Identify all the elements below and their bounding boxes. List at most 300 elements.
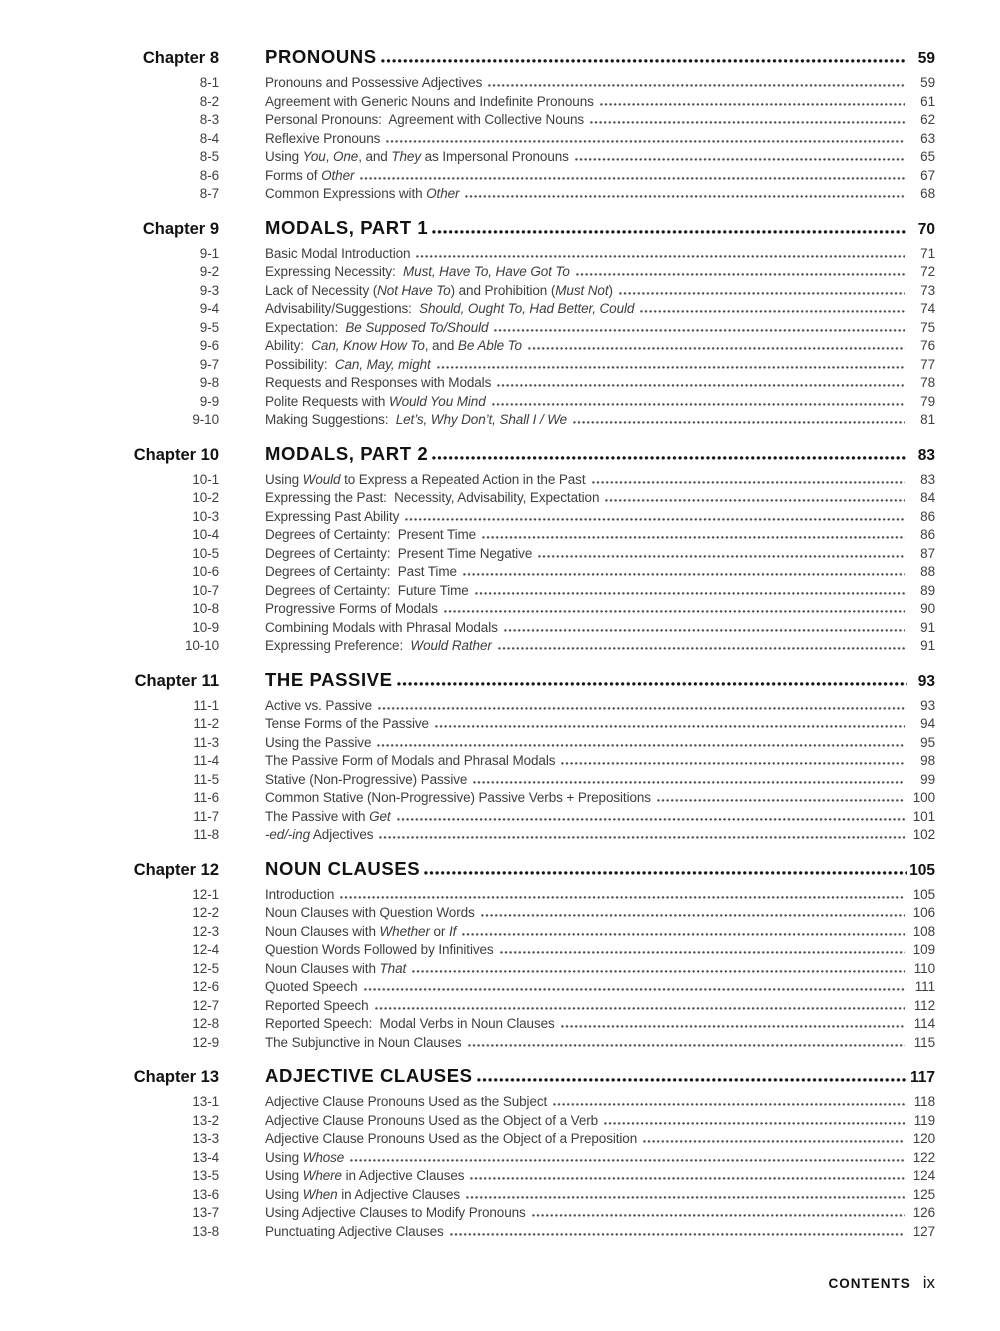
section-page-number: 81 <box>920 412 935 427</box>
section-number: 11-2 <box>193 716 219 731</box>
dot-leader <box>553 1103 905 1106</box>
toc-section-row <box>125 1186 935 1205</box>
section-page-number: 62 <box>920 112 935 127</box>
chapter-title: MODALS, PART 1 <box>265 216 429 238</box>
dot-leader <box>488 84 905 87</box>
section-row-body <box>219 563 935 582</box>
section-row-body <box>219 508 935 527</box>
section-number: 12-4 <box>192 942 219 957</box>
chapter-block <box>125 668 935 845</box>
section-number: 13-5 <box>192 1168 219 1183</box>
chapter-heading-row <box>125 442 935 468</box>
section-number: 12-8 <box>192 1016 219 1031</box>
section-page-number: 79 <box>920 393 935 409</box>
dot-leader <box>590 121 905 124</box>
chapter-label: Chapter 11 <box>134 671 219 690</box>
dot-leader <box>379 836 905 839</box>
section-title: Common Expressions with Other <box>265 186 460 201</box>
section-title: Expectation: Be Supposed To/Should <box>265 319 489 335</box>
section-number: 10-5 <box>192 545 219 561</box>
toc-section-row <box>125 563 935 582</box>
toc-section-row <box>125 337 935 356</box>
section-number: 11-6 <box>193 790 219 805</box>
section-page-number: 95 <box>920 734 935 750</box>
toc-section-row <box>125 619 935 638</box>
chapter-label: Chapter 12 <box>133 860 219 879</box>
dot-leader <box>470 1177 905 1180</box>
section-row-body <box>219 600 935 619</box>
toc-section-row <box>125 789 935 808</box>
section-page-number: 59 <box>920 75 935 90</box>
section-page-number: 111 <box>914 979 935 994</box>
section-page-number: 63 <box>920 130 935 146</box>
section-page-number: 83 <box>920 471 935 487</box>
section-number: 10-4 <box>192 527 219 542</box>
dot-leader <box>482 536 905 539</box>
section-number: 9-2 <box>199 264 219 279</box>
toc-section-row <box>125 111 935 130</box>
toc-section-row <box>125 582 935 601</box>
chapter-label: Chapter 10 <box>133 445 219 464</box>
section-number: 8-1 <box>199 75 219 90</box>
dot-leader <box>576 273 905 276</box>
dot-leader <box>397 682 907 686</box>
dot-leader <box>378 707 905 710</box>
chapter-heading-body <box>219 668 935 694</box>
section-number: 10-2 <box>192 490 219 505</box>
section-row-body <box>219 715 935 734</box>
dot-leader <box>350 1159 905 1162</box>
section-row-body <box>219 904 935 923</box>
section-number: 8-4 <box>199 130 219 146</box>
dot-leader <box>640 310 905 313</box>
section-number: 11-4 <box>193 753 219 768</box>
section-number: 8-6 <box>199 167 219 183</box>
section-row-body <box>219 545 935 564</box>
dot-leader <box>444 610 905 613</box>
section-row-body <box>219 1112 935 1131</box>
dot-leader <box>538 555 905 558</box>
section-number: 13-1 <box>192 1094 219 1109</box>
section-row-body <box>219 300 935 319</box>
toc-section-row <box>125 263 935 282</box>
chapter-title: ADJECTIVE CLAUSES <box>265 1065 473 1086</box>
section-title: Adjective Clause Pronouns Used as the Object of a Verb <box>265 1112 599 1128</box>
section-row-body <box>219 526 935 545</box>
toc-section-row <box>125 74 935 93</box>
section-row-body <box>219 619 935 638</box>
dot-leader <box>494 329 905 332</box>
section-page-number: 75 <box>920 319 935 335</box>
dot-leader <box>504 629 905 632</box>
section-title: Active vs. Passive <box>265 697 372 713</box>
chapter-label: Chapter 8 <box>142 49 219 67</box>
section-title: Basic Modal Introduction <box>265 245 411 261</box>
toc-section-row <box>125 411 935 430</box>
section-number: 10-8 <box>192 601 219 616</box>
chapter-label: Chapter 9 <box>142 219 219 238</box>
chapter-page-number: 59 <box>917 50 935 67</box>
dot-leader <box>477 1078 907 1082</box>
section-row-body <box>219 1034 935 1053</box>
dot-leader <box>600 103 905 106</box>
dot-leader <box>381 59 907 63</box>
section-page-number: 91 <box>920 638 935 653</box>
toc-section-row <box>125 300 935 319</box>
section-title: Possibility: Can, May, might <box>265 356 431 372</box>
section-row-body <box>219 111 935 130</box>
chapter-title: NOUN CLAUSES <box>265 857 421 879</box>
section-number: 13-8 <box>192 1223 219 1239</box>
chapter-label: Chapter 13 <box>133 1068 219 1086</box>
section-title: Degrees of Certainty: Present Time <box>265 527 477 542</box>
toc-section-row <box>125 600 935 619</box>
section-page-number: 110 <box>913 960 935 976</box>
section-number: 10-9 <box>192 619 219 635</box>
dot-leader <box>532 1214 905 1217</box>
toc-section-row <box>125 545 935 564</box>
section-title: Expressing the Past: Necessity, Advisability, Expectation <box>265 490 600 505</box>
section-title: Common Stative (Non-Progressive) Passive Verbs + Prepositions <box>265 790 651 805</box>
dot-leader <box>377 744 905 747</box>
toc-section-row <box>125 130 935 149</box>
section-row-body <box>219 886 935 905</box>
section-number: 11-7 <box>193 808 219 824</box>
section-row-body <box>219 1223 935 1242</box>
section-row-body <box>219 337 935 356</box>
section-row-body <box>219 245 935 264</box>
toc-section-row <box>125 282 935 301</box>
toc-section-row <box>125 904 935 923</box>
section-page-number: 72 <box>920 264 935 279</box>
section-row-body <box>219 978 935 997</box>
section-row-body <box>219 752 935 771</box>
section-number: 8-3 <box>199 112 219 127</box>
chapter-block <box>125 442 935 656</box>
chapter-heading-row <box>125 1064 935 1090</box>
section-title: Tense Forms of the Passive <box>265 716 429 731</box>
toc-section-row <box>125 715 935 734</box>
section-title: Degrees of Certainty: Past Time <box>265 564 457 579</box>
section-number: 8-5 <box>199 149 219 164</box>
section-number: 10-10 <box>184 638 219 653</box>
section-number: 9-5 <box>199 319 219 335</box>
dot-leader <box>592 481 906 484</box>
section-page-number: 114 <box>913 1016 935 1031</box>
dot-leader <box>605 499 905 502</box>
section-number: 10-3 <box>192 508 219 524</box>
section-page-number: 93 <box>920 697 935 713</box>
section-page-number: 119 <box>913 1112 935 1128</box>
section-title: Using Adjective Clauses to Modify Pronouns <box>265 1205 526 1220</box>
dot-leader <box>397 818 905 821</box>
toc-section-row <box>125 826 935 845</box>
dot-leader <box>604 1122 905 1125</box>
chapter-title: PRONOUNS <box>265 46 377 67</box>
dot-leader <box>435 725 905 728</box>
section-number: 9-7 <box>199 356 219 372</box>
chapter-page-number: 117 <box>909 1069 935 1086</box>
section-number: 12-1 <box>192 886 219 902</box>
section-page-number: 112 <box>913 997 935 1013</box>
toc-section-row <box>125 319 935 338</box>
section-title: Polite Requests with Would You Mind <box>265 393 486 409</box>
page-footer <box>125 1273 935 1293</box>
section-page-number: 101 <box>912 808 935 824</box>
section-title: Ability: Can, Know How To, and Be Able To <box>265 338 522 353</box>
section-number: 12-5 <box>192 960 219 976</box>
section-page-number: 88 <box>920 564 935 579</box>
section-page-number: 126 <box>912 1205 935 1220</box>
dot-leader <box>360 177 905 180</box>
toc-section-row <box>125 923 935 942</box>
chapter-page-number: 83 <box>917 446 935 464</box>
section-title: Using When in Adjective Clauses <box>265 1186 461 1202</box>
toc-section-row <box>125 1223 935 1242</box>
dot-leader <box>386 140 905 143</box>
section-row-body <box>219 282 935 301</box>
section-title: Degrees of Certainty: Present Time Negative <box>265 545 533 561</box>
chapter-page-number: 93 <box>917 672 935 690</box>
section-title: Advisability/Suggestions: Should, Ought To, Had Better, Could <box>265 301 635 316</box>
section-page-number: 87 <box>920 545 935 561</box>
dot-leader <box>432 456 907 460</box>
section-number: 10-6 <box>192 564 219 579</box>
section-page-number: 71 <box>920 245 935 261</box>
section-number: 9-6 <box>199 338 219 353</box>
dot-leader <box>561 1025 905 1028</box>
toc-section-row <box>125 1112 935 1131</box>
section-number: 12-3 <box>192 923 219 939</box>
section-number: 11-8 <box>193 827 219 842</box>
section-number: 11-1 <box>193 697 219 713</box>
section-page-number: 90 <box>920 601 935 616</box>
toc-section-row <box>125 148 935 167</box>
section-row-body <box>219 923 935 942</box>
section-number: 8-7 <box>199 186 219 201</box>
dot-leader <box>481 914 905 917</box>
section-title: The Subjunctive in Noun Clauses <box>265 1034 462 1050</box>
section-page-number: 77 <box>920 356 935 372</box>
chapter-heading-body <box>219 216 935 242</box>
section-number: 13-3 <box>192 1131 219 1146</box>
section-page-number: 108 <box>912 923 935 939</box>
section-title: Personal Pronouns: Agreement with Collective Nouns <box>265 112 585 127</box>
section-page-number: 127 <box>912 1223 935 1239</box>
section-number: 9-9 <box>199 393 219 409</box>
toc-section-row <box>125 1015 935 1034</box>
section-title: Degrees of Certainty: Future Time <box>265 582 469 598</box>
section-number: 9-8 <box>199 375 219 390</box>
toc-section-row <box>125 1204 935 1223</box>
section-title: Adjective Clause Pronouns Used as the Object of a Preposition <box>265 1131 638 1146</box>
section-page-number: 115 <box>913 1034 935 1050</box>
toc-section-row <box>125 978 935 997</box>
section-page-number: 84 <box>920 490 935 505</box>
section-title: -ed/-ing Adjectives <box>265 827 374 842</box>
toc-section-row <box>125 1149 935 1168</box>
toc-section-row <box>125 93 935 112</box>
section-page-number: 122 <box>912 1149 935 1165</box>
toc-section-row <box>125 1167 935 1186</box>
toc-section-row <box>125 960 935 979</box>
section-page-number: 118 <box>913 1094 935 1109</box>
section-page-number: 78 <box>920 375 935 390</box>
dot-leader <box>528 347 905 350</box>
section-title: Combining Modals with Phrasal Modals <box>265 619 498 635</box>
toc-section-row <box>125 489 935 508</box>
chapter-title: THE PASSIVE <box>265 668 393 690</box>
section-page-number: 67 <box>920 167 935 183</box>
section-row-body <box>219 960 935 979</box>
section-row-body <box>219 826 935 845</box>
section-number: 9-4 <box>199 301 219 316</box>
section-row-body <box>219 1167 935 1186</box>
dot-leader <box>498 647 905 650</box>
toc-section-row <box>125 771 935 790</box>
toc-section-row <box>125 637 935 656</box>
section-title: Reflexive Pronouns <box>265 130 381 146</box>
toc-section-row <box>125 508 935 527</box>
section-number: 10-1 <box>192 471 219 487</box>
section-title: Pronouns and Possessive Adjectives <box>265 75 483 90</box>
dot-leader <box>450 1233 905 1236</box>
section-title: Reported Speech: Modal Verbs in Noun Clauses <box>265 1016 555 1031</box>
toc-section-row <box>125 752 935 771</box>
chapter-page-number: 70 <box>917 220 935 238</box>
chapter-block <box>125 857 935 1053</box>
section-row-body <box>219 167 935 186</box>
chapter-heading-row <box>125 668 935 694</box>
section-page-number: 106 <box>912 905 935 920</box>
section-title: Agreement with Generic Nouns and Indefinite Pronouns <box>265 93 594 109</box>
dot-leader <box>437 366 905 369</box>
toc-section-row <box>125 393 935 412</box>
section-row-body <box>219 1186 935 1205</box>
chapter-block <box>125 45 935 204</box>
dot-leader <box>462 933 905 936</box>
section-row-body <box>219 1093 935 1112</box>
section-number: 9-3 <box>199 282 219 298</box>
chapter-heading-body <box>219 857 935 883</box>
section-title: Using Whose <box>265 1149 345 1165</box>
dot-leader <box>432 230 907 234</box>
section-row-body <box>219 1130 935 1149</box>
toc-section-row <box>125 886 935 905</box>
section-row-body <box>219 1204 935 1223</box>
dot-leader <box>657 799 905 802</box>
section-title: Using You, One, and They as Impersonal Pronouns <box>265 149 569 164</box>
toc-section-row <box>125 374 935 393</box>
section-number: 9-1 <box>199 245 219 261</box>
dot-leader <box>468 1044 905 1047</box>
section-page-number: 91 <box>920 619 935 635</box>
section-page-number: 124 <box>912 1168 935 1183</box>
section-row-body <box>219 356 935 375</box>
toc-section-row <box>125 356 935 375</box>
section-title: Using the Passive <box>265 734 372 750</box>
section-title: Noun Clauses with Whether or If <box>265 923 457 939</box>
section-row-body <box>219 1149 935 1168</box>
dot-leader <box>375 1007 905 1010</box>
section-title: Requests and Responses with Modals <box>265 375 492 390</box>
section-title: Stative (Non-Progressive) Passive <box>265 771 468 787</box>
section-page-number: 65 <box>920 149 935 164</box>
dot-leader <box>412 970 905 973</box>
section-number: 11-5 <box>193 771 219 787</box>
dot-leader <box>492 403 905 406</box>
dot-leader <box>619 292 905 295</box>
section-title: Using Where in Adjective Clauses <box>265 1168 465 1183</box>
section-title: Adjective Clause Pronouns Used as the Subject <box>265 1094 548 1109</box>
toc-section-row <box>125 1130 935 1149</box>
section-page-number: 76 <box>920 338 935 353</box>
section-number: 12-2 <box>192 905 219 920</box>
section-title: Expressing Past Ability <box>265 508 400 524</box>
section-page-number: 120 <box>912 1131 935 1146</box>
section-number: 13-6 <box>192 1186 219 1202</box>
chapter-heading-body <box>219 442 935 468</box>
section-number: 13-7 <box>192 1205 219 1220</box>
dot-leader <box>497 384 905 387</box>
section-number: 9-10 <box>192 412 219 427</box>
section-row-body <box>219 319 935 338</box>
section-row-body <box>219 411 935 430</box>
section-title: Noun Clauses with That <box>265 960 407 976</box>
section-title: Forms of Other <box>265 167 355 183</box>
section-page-number: 100 <box>912 790 935 805</box>
section-number: 10-7 <box>192 582 219 598</box>
section-title: The Passive with Get <box>265 808 391 824</box>
section-row-body <box>219 489 935 508</box>
section-title: Lack of Necessity (Not Have To) and Prohibition (Must Not) <box>265 282 613 298</box>
dot-leader <box>405 518 905 521</box>
toc-section-row <box>125 471 935 490</box>
dot-leader <box>340 896 905 899</box>
section-page-number: 74 <box>920 301 935 316</box>
chapter-block <box>125 216 935 430</box>
section-title: Question Words Followed by Infinitives <box>265 942 494 957</box>
section-row-body <box>219 789 935 808</box>
dot-leader <box>473 781 905 784</box>
section-title: Punctuating Adjective Clauses <box>265 1223 444 1239</box>
section-title: Expressing Necessity: Must, Have To, Have Got To <box>265 264 570 279</box>
section-page-number: 102 <box>912 827 935 842</box>
section-number: 13-4 <box>192 1149 219 1165</box>
section-row-body <box>219 1015 935 1034</box>
section-title: Noun Clauses with Question Words <box>265 905 475 920</box>
section-page-number: 98 <box>920 753 935 768</box>
dot-leader <box>416 255 905 258</box>
section-row-body <box>219 185 935 204</box>
section-row-body <box>219 263 935 282</box>
chapter-block <box>125 1064 935 1241</box>
section-page-number: 86 <box>920 508 935 524</box>
section-number: 12-7 <box>192 997 219 1013</box>
section-number: 13-2 <box>192 1112 219 1128</box>
dot-leader <box>573 421 905 424</box>
section-page-number: 109 <box>912 942 935 957</box>
chapter-heading-row <box>125 216 935 242</box>
section-page-number: 61 <box>920 93 935 109</box>
dot-leader <box>465 195 905 198</box>
toc-section-row <box>125 526 935 545</box>
toc-section-row <box>125 941 935 960</box>
section-page-number: 73 <box>920 282 935 298</box>
section-title: The Passive Form of Modals and Phrasal Modals <box>265 753 556 768</box>
footer-contents-label: CONTENTS <box>828 1276 911 1291</box>
section-page-number: 99 <box>920 771 935 787</box>
